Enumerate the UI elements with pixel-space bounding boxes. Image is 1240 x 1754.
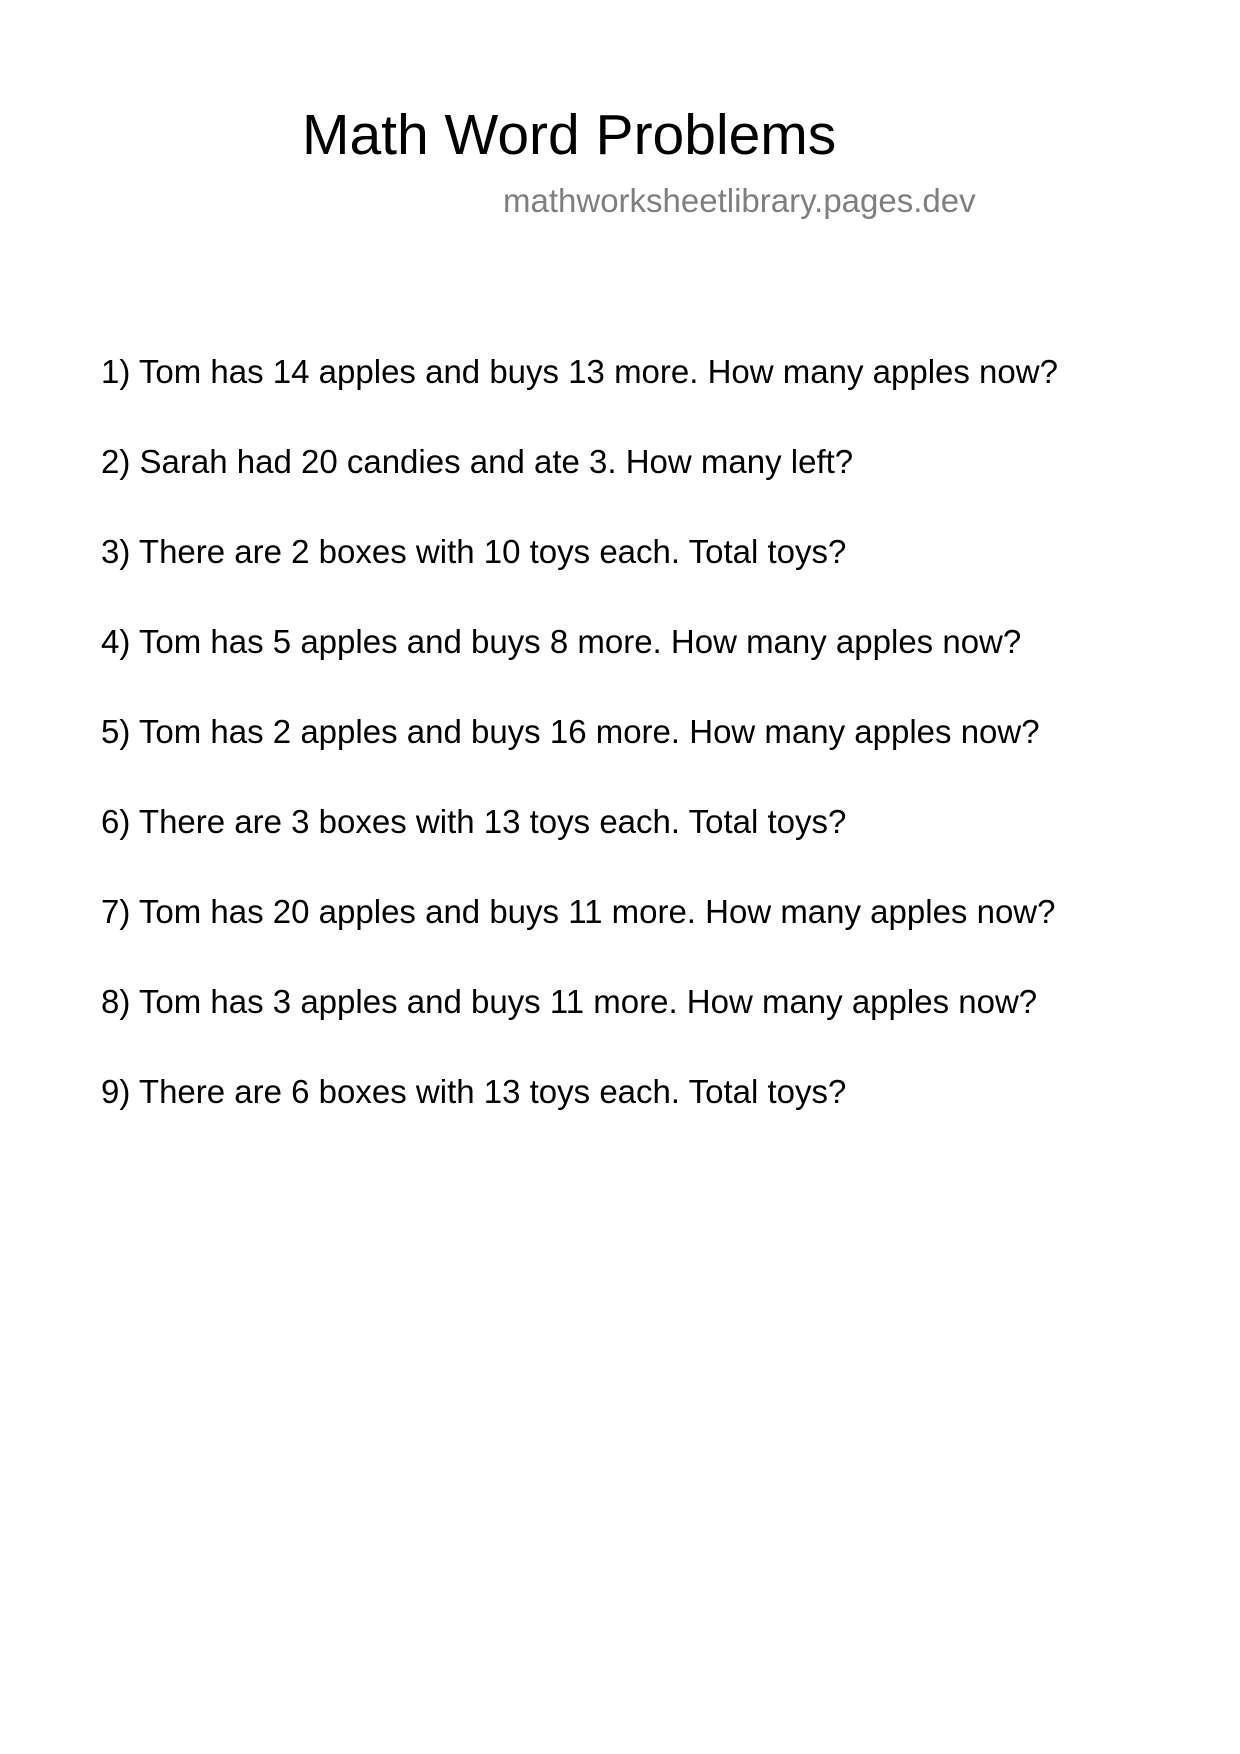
problem-item-8: 8) Tom has 3 apples and buys 11 more. How many apples now? bbox=[101, 983, 1038, 1020]
problem-list bbox=[101, 350, 1058, 1160]
problem-item-2: 2) Sarah had 20 candies and ate 3. How many left? bbox=[101, 443, 854, 480]
page-title: Math Word Problems bbox=[302, 103, 837, 167]
problem-item-3: 3) There are 2 boxes with 10 toys each. Total toys? bbox=[101, 533, 847, 570]
problem-item-1: 1) Tom has 14 apples and buys 13 more. How many apples now? bbox=[101, 353, 1058, 390]
problem-item-5: 5) Tom has 2 apples and buys 16 more. How many apples now? bbox=[101, 713, 1040, 750]
source-url: mathworksheetlibrary.pages.dev bbox=[503, 182, 976, 219]
problem-item-6: 6) There are 3 boxes with 13 toys each. Total toys? bbox=[101, 803, 847, 840]
problem-item-7: 7) Tom has 20 apples and buys 11 more. How many apples now? bbox=[101, 893, 1056, 930]
problem-item-4: 4) Tom has 5 apples and buys 8 more. How many apples now? bbox=[101, 623, 1022, 660]
problem-item-9: 9) There are 6 boxes with 13 toys each. Total toys? bbox=[101, 1073, 847, 1110]
